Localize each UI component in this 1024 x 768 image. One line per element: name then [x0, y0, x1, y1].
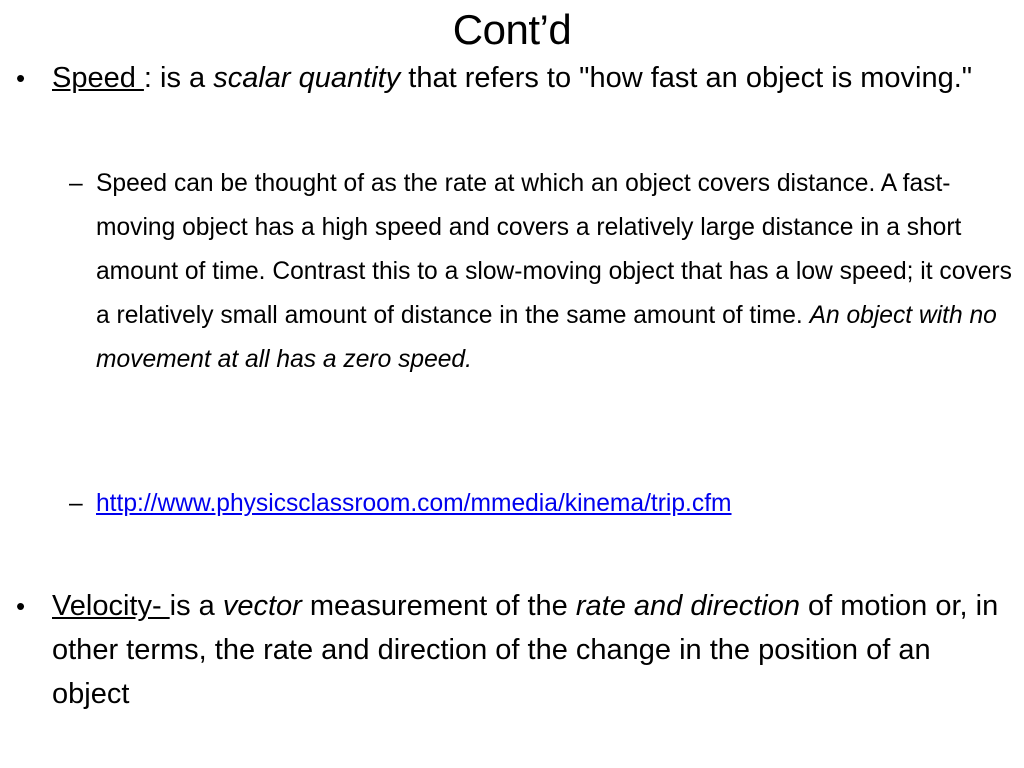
velocity-text-1: is a	[169, 590, 223, 622]
bullet-icon: •	[16, 591, 26, 621]
slide-title: Cont’d	[452, 6, 572, 53]
speed-detail-italic: An object with no movement at all has a zero speed.	[96, 302, 997, 373]
subbullet-link	[69, 482, 1016, 526]
velocity-text-2: vector	[222, 590, 302, 622]
velocity-text-4: rate and direction	[575, 590, 800, 622]
bullet-velocity	[16, 584, 1002, 716]
speed-text-3: that refers to "how fast an object is moving."	[400, 62, 973, 94]
velocity-text-5: of motion or, in other terms, the rate and direction of the change in the position of an object	[52, 590, 999, 710]
speed-detail-text: Speed can be thought of as the rate at which an object covers distance. A fast-moving object has a high speed and covers a relatively large distance in a short amount of time. Contrast this to a slow-moving object that has a low speed; it covers a relatively small amount of distance in the same amount of time.	[96, 170, 1012, 329]
velocity-term: Velocity-	[52, 590, 170, 622]
velocity-text-3: measurement of the	[301, 590, 576, 622]
bullet-icon: •	[16, 63, 26, 93]
speed-text-2: scalar quantity	[213, 62, 401, 94]
bullet-speed	[16, 56, 1002, 100]
dash-icon: –	[69, 170, 83, 197]
subbullet-speed-detail	[69, 162, 1016, 382]
speed-text-1: : is a	[143, 62, 214, 94]
dash-icon: –	[69, 490, 83, 517]
speed-term: Speed	[52, 62, 144, 94]
physicsclassroom-link[interactable]: http://www.physicsclassroom.com/mmedia/kinema/trip.cfm	[96, 490, 732, 517]
